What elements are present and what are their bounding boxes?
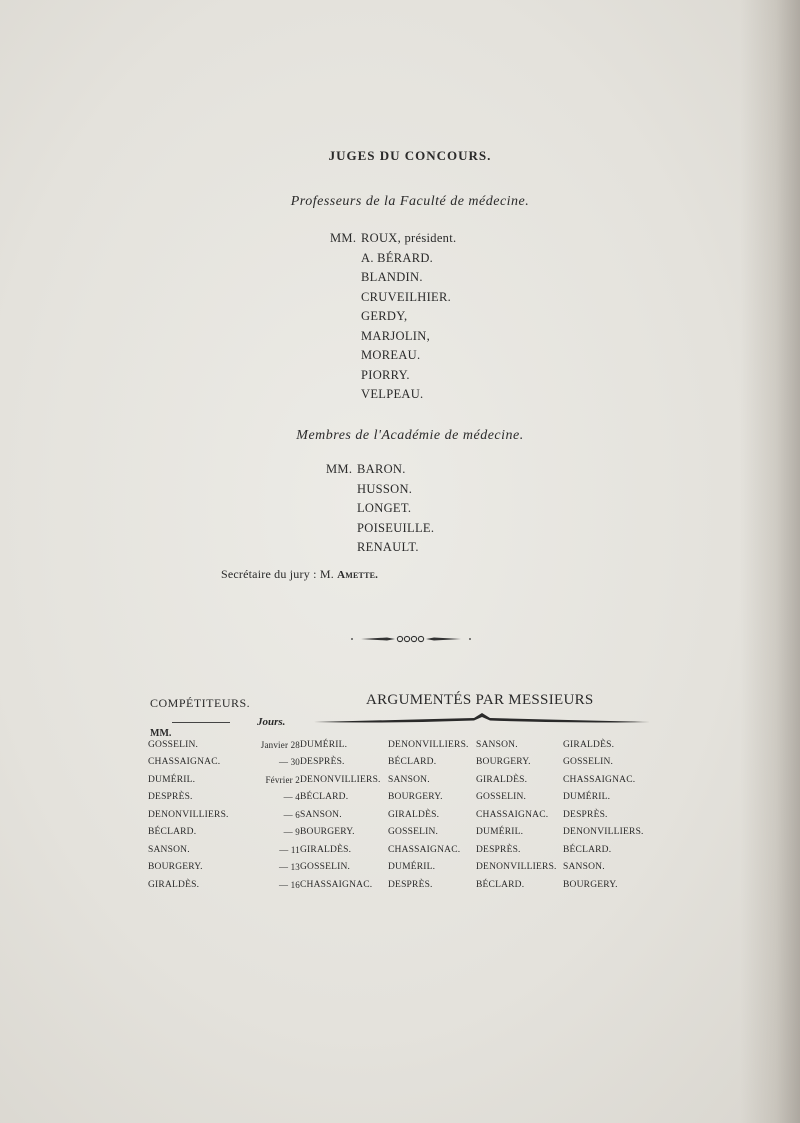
arguer-cell: GIRALDÈS. xyxy=(476,774,528,785)
list-item xyxy=(326,519,434,539)
arguer-cell: DESPRÈS. xyxy=(300,757,345,768)
arguer-cell: BOURGERY. xyxy=(563,879,618,890)
judge-name: GERDY, xyxy=(361,309,408,323)
list-item xyxy=(330,346,456,366)
arguer-cell: DENONVILLIERS. xyxy=(388,739,469,750)
page-title: JUGES DU CONCOURS. xyxy=(328,148,492,163)
date-cell: — 13 xyxy=(278,862,300,873)
competitor-cell: BOURGERY. xyxy=(148,862,203,873)
date-cell: — 30 xyxy=(278,757,300,768)
arguer-cell: GOSSELIN. xyxy=(476,792,527,803)
mm-prefix: MM. xyxy=(330,231,357,245)
list-item xyxy=(326,460,434,480)
arguer-cell: DENONVILLIERS. xyxy=(476,862,557,873)
arguer-cell: SANSON. xyxy=(388,774,430,785)
judge-name: VELPEAU. xyxy=(361,387,424,401)
secretaire-label: Secrétaire du jury : M. xyxy=(221,567,334,581)
table-row xyxy=(148,824,653,842)
judge-name: POISEUILLE. xyxy=(357,520,435,535)
arguer-cell: SANSON. xyxy=(300,809,342,820)
academie-heading: Membres de l'Académie de médecine. xyxy=(296,428,524,443)
table-row xyxy=(148,789,653,807)
jours-label: Jours. xyxy=(257,716,286,728)
competitor-cell: GIRALDÈS. xyxy=(148,879,200,890)
date-cell: Janvier 28 xyxy=(260,739,300,750)
arguer-cell: BÉCLARD. xyxy=(388,757,437,768)
arguer-cell: CHASSAIGNAC. xyxy=(476,809,549,820)
list-item xyxy=(330,366,456,386)
judge-name: CRUVEILHIER. xyxy=(361,289,452,304)
ornament-divider xyxy=(349,632,477,646)
competitor-cell: SANSON. xyxy=(148,844,190,855)
arguer-cell: BOURGERY. xyxy=(300,827,355,838)
arguer-cell: CHASSAIGNAC. xyxy=(388,844,461,855)
professeurs-list xyxy=(330,229,456,405)
competitor-cell: DENONVILLIERS. xyxy=(148,809,229,820)
competitor-cell: DUMÉRIL. xyxy=(148,774,196,785)
competitor-cell: BÉCLARD. xyxy=(148,827,197,838)
arguer-cell: GIRALDÈS. xyxy=(563,739,615,750)
judge-name: PIORRY. xyxy=(361,367,410,382)
judge-name: RENAULT. xyxy=(357,540,419,554)
date-cell: — 4 xyxy=(283,792,300,803)
date-cell: Février 2 xyxy=(265,774,300,785)
judge-name: BLANDIN. xyxy=(361,270,423,284)
judge-name: BARON. xyxy=(357,462,406,476)
page-edge-shadow xyxy=(740,0,800,1123)
arguer-cell: CHASSAIGNAC. xyxy=(300,879,373,890)
list-item xyxy=(330,249,456,269)
competitor-cell: GOSSELIN. xyxy=(148,739,199,750)
arguer-cell: GOSSELIN. xyxy=(563,757,614,768)
date-cell: — 16 xyxy=(278,879,300,890)
arguer-cell: GIRALDÈS. xyxy=(388,809,440,820)
arguments-heading: ARGUMENTÉS PAR MESSIEURS xyxy=(366,692,594,708)
table-row xyxy=(148,754,653,772)
competiteurs-heading: COMPÉTITEURS. xyxy=(150,696,251,710)
competitor-cell: CHASSAIGNAC. xyxy=(148,757,221,768)
arguer-cell: DUMÉRIL. xyxy=(563,792,611,803)
academie-list xyxy=(326,460,434,558)
arguer-cell: BOURGERY. xyxy=(388,792,443,803)
competitor-cell: DESPRÈS. xyxy=(148,792,193,803)
list-item xyxy=(330,229,456,249)
judge-name: LONGET. xyxy=(357,501,412,515)
schedule-table xyxy=(148,736,653,894)
arguer-cell: GOSSELIN. xyxy=(300,862,351,873)
arguer-cell: DUMÉRIL. xyxy=(300,739,348,750)
arguer-cell: DUMÉRIL. xyxy=(476,827,524,838)
judge-name: A. BÉRARD. xyxy=(361,250,434,265)
list-item xyxy=(330,307,456,327)
arguer-cell: CHASSAIGNAC. xyxy=(563,774,636,785)
secretaire-line xyxy=(221,567,378,582)
list-item xyxy=(326,538,434,558)
date-cell: — 6 xyxy=(283,809,300,820)
arguer-cell: DENONVILLIERS. xyxy=(300,774,381,785)
competiteurs-rule xyxy=(172,722,230,723)
list-item xyxy=(330,385,456,405)
list-item xyxy=(326,480,434,500)
arguer-cell: BÉCLARD. xyxy=(300,792,349,803)
table-row xyxy=(148,771,653,789)
arguer-cell: BÉCLARD. xyxy=(563,844,612,855)
arguments-swell-rule xyxy=(314,712,650,728)
arguer-cell: DESPRÈS. xyxy=(388,879,433,890)
arguer-cell: SANSON. xyxy=(563,862,605,873)
date-cell: — 11 xyxy=(279,844,300,855)
arguer-cell: DENONVILLIERS. xyxy=(563,827,644,838)
mm-label: MM. xyxy=(150,728,172,739)
arguer-cell: GIRALDÈS. xyxy=(300,844,352,855)
arguer-cell: GOSSELIN. xyxy=(388,827,439,838)
arguer-cell: BOURGERY. xyxy=(476,757,531,768)
mm-prefix: MM. xyxy=(326,462,353,476)
judge-name: MOREAU. xyxy=(361,348,421,362)
arguer-cell: DUMÉRIL. xyxy=(388,862,436,873)
list-item xyxy=(330,288,456,308)
list-item xyxy=(330,327,456,347)
table-row xyxy=(148,859,653,877)
professeurs-heading: Professeurs de la Faculté de médecine. xyxy=(290,194,530,209)
list-item xyxy=(330,268,456,288)
list-item xyxy=(326,499,434,519)
judge-name: HUSSON. xyxy=(357,481,413,496)
arguer-cell: BÉCLARD. xyxy=(476,879,525,890)
judge-name: ROUX, président. xyxy=(361,231,457,245)
arguer-cell: DESPRÈS. xyxy=(563,809,608,820)
table-row xyxy=(148,806,653,824)
arguer-cell: SANSON. xyxy=(476,739,518,750)
secretaire-name: Amette. xyxy=(337,569,379,581)
arguer-cell: DESPRÈS. xyxy=(476,844,521,855)
date-cell: — 9 xyxy=(283,827,300,838)
table-row xyxy=(148,876,653,894)
table-row xyxy=(148,736,653,754)
table-row xyxy=(148,841,653,859)
judge-name: MARJOLIN, xyxy=(361,328,431,343)
